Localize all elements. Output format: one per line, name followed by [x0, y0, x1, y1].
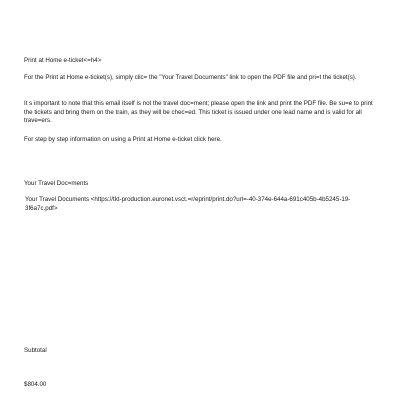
travel-documents-link[interactable]: Your Travel Documents <https://tkt-production.euronet.vsct.=r/eprint/print.do?url=-40-374e-644a-691c405b-4b5245-19-3f6a7c.pdf> — [25, 196, 351, 212]
eticket-heading: Print at Home e-ticket<=h4> — [24, 57, 102, 64]
notice-paragraph: It s important to note that this email itself is not the travel doc=ment; please open the link and print the PDF file. Be su=e to print the tickets and bring them on the train, as they will be chec=ed. This ticket is issued under one lead name and is valid for all trave=ers. — [24, 100, 373, 125]
instructions-paragraph: For the Print at Home e-ticket(s), simply clic= the "Your Travel Documents" link to open the PDF file and pri=t the ticket(s). — [24, 74, 357, 81]
subtotal-value: $804.00 — [24, 381, 47, 388]
help-paragraph[interactable]: For step by step information on using a Print at Home e-ticket click here. — [24, 136, 222, 143]
travel-documents-label: Your Travel Doc=ments — [24, 180, 89, 187]
subtotal-label: Subtotal — [24, 347, 47, 354]
